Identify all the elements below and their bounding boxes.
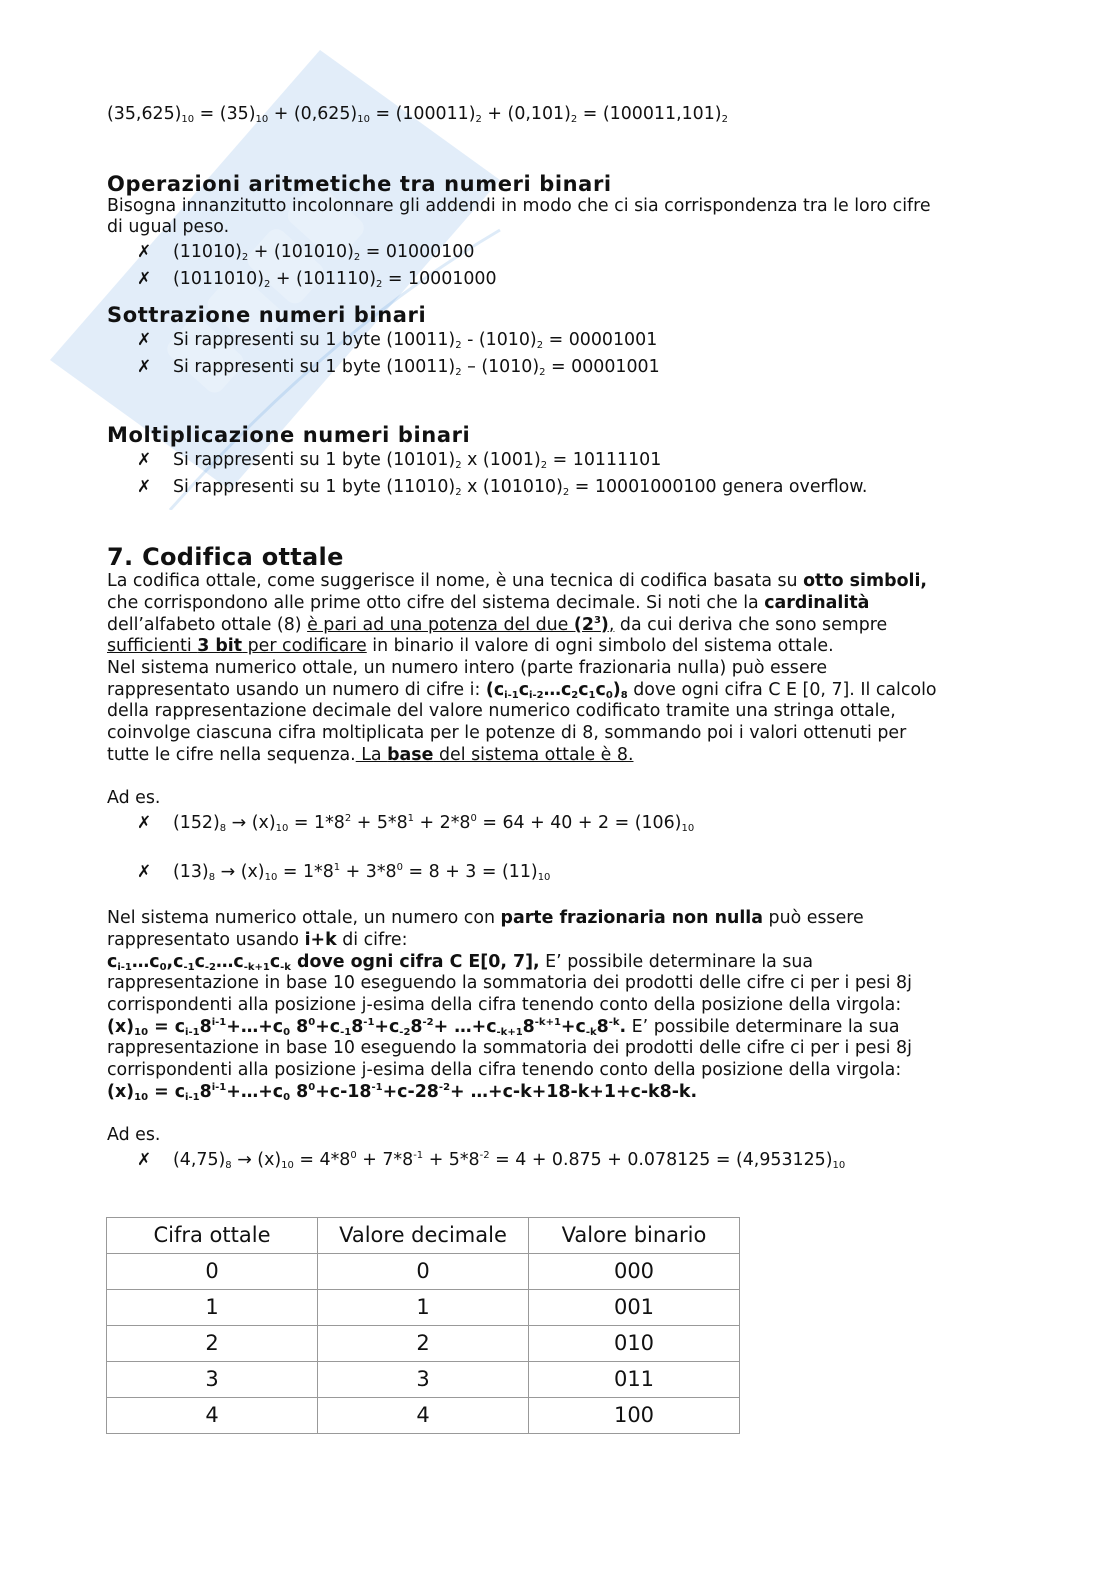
cross-mark-icon: ✗ — [137, 1150, 152, 1171]
sub-list — [107, 327, 1007, 381]
table-row: 0 0 000 — [107, 1254, 740, 1290]
table-header-cell: Valore decimale — [318, 1218, 529, 1254]
examples-list-2 — [107, 1147, 1007, 1174]
table-header-cell: Valore binario — [529, 1218, 740, 1254]
list-item: ✗ $(11010)_2 + (101010)_2 = 01000100$ — [107, 239, 1007, 266]
cross-mark-icon: ✗ — [137, 330, 152, 351]
table-header-cell: Cifra ottale — [107, 1218, 318, 1254]
list-item: ✗ $(13)_8 \to (x)_{10} = 1*8^1 + 3*8^0 = 8 + 3 = (11)_{10}$ — [107, 859, 1007, 886]
table-row: 1 1 001 — [107, 1290, 740, 1326]
cross-mark-icon: ✗ — [137, 450, 152, 471]
ops-list — [107, 239, 1007, 293]
list-item: ✗ Si rappresenti su 1 byte $(10011)_2 - (1010)_2 = 00001001$ — [107, 327, 1007, 354]
heading-moltiplicazione: Moltiplicazione numeri binari — [107, 423, 471, 448]
paragraph-fractional: Nel sistema numerico ottale, un numero con parte frazionaria non nulla può essere rappresentato usando i+k di cifre: $c_{i-1}\dots c_0,c_{-1}c_{-2}\dots c_{-k+1}c_{-k}$ dove ogni cifra C E[0, 7], E’ possibile determinare la sua rappresentazione in base 10 eseguendo la sommatoria dei prodotti delle cifre ci per i pesi 8j corrispondenti alla posizione j-esima della cifra tenendo conto della posizione della virgola: $(x)_{10}$ = $c_{i-1}8^{i-1}+\dots+c_0$ $8^0+c_{-1}8^{-1}+c_{-2}8^{-2}+$ $\dots+c_{-k+1}8^{-k+1}+c_{-k}8^{-k}$. E’ possibile determinare la sua rappresentazione in base 10 eseguendo la sommatoria dei prodotti delle cifre ci per i pesi 8j corrispondenti alla posizione j-esima della cifra tenendo conto della posizione della virgola: $(x)_{10}$ = $c_{i-1}8^{i-1}+\dots+c_0$ $8^0+c-18^{-1}+c-28^{-2}+$ …+c-k+18-k+1+c-k8-k. — [107, 908, 912, 1103]
list-item: ✗ Si rappresenti su 1 byte $(10101)_2$ x $(1001)_2 = 10111101$ — [107, 447, 1007, 474]
ops-line-1: Bisogna innanzitutto incolonnare gli addendi in modo che ci sia corrispondenza tra le loro cifre — [107, 195, 931, 216]
paragraph-integer: Nel sistema numerico ottale, un numero intero (parte frazionaria nulla) può essere rappresentato usando un numero di cifre i: $(c_{i-1}c_{i-2}\dots c_2c_1c_0)_8$ dove ogni cifra C E [0, 7]. Il calcolo della rappresentazione decimale del valore numerico codificato tramite una stringa ottale, coinvolge ciascuna cifra moltiplicata per le potenze di 8, sommando poi i valori ottenuti per tutte le cifre nella sequenza. La base del sistema ottale è 8. — [107, 657, 937, 765]
octal-table — [106, 1217, 740, 1434]
cross-mark-icon: ✗ — [137, 357, 152, 378]
heading-sottrazione: Sottrazione numeri binari — [107, 303, 427, 328]
list-item: ✗ $(1011010)_2 + (101110)_2 = 10001000$ — [107, 266, 1007, 293]
cross-mark-icon: ✗ — [137, 862, 152, 883]
table-row: 4 4 100 — [107, 1398, 740, 1434]
table-row: 2 2 010 — [107, 1326, 740, 1362]
list-item: ✗ Si rappresenti su 1 byte $(11010)_2$ x $(101010)_2 = 10001000100$ genera overflow. — [107, 474, 1007, 501]
equation-top: $(35,625)_{10} = (35)_{10} + (0,625)_{10} = (100011)_2 + (0,101)_2 = (100011,101)_2$ — [107, 104, 728, 125]
document-page — [107, 104, 1007, 1434]
ad-es-label: Ad es. — [107, 1125, 161, 1146]
cross-mark-icon: ✗ — [137, 242, 152, 263]
mul-list — [107, 447, 1007, 501]
cross-mark-icon: ✗ — [137, 477, 152, 498]
table-row: 3 3 011 — [107, 1362, 740, 1398]
examples-list-1 — [107, 810, 1007, 886]
heading-operazioni: Operazioni aritmetiche tra numeri binari — [107, 171, 612, 196]
heading-codifica-ottale: 7. Codifica ottale — [107, 543, 344, 572]
cross-mark-icon: ✗ — [137, 813, 152, 834]
list-item: ✗ $(152)_8 \to (x)_{10} = 1*8^2 + 5*8^1 + 2*8^0 = 64 + 40 + 2 = (106)_{10}$ — [107, 810, 1007, 837]
ad-es-label: Ad es. — [107, 788, 161, 809]
ops-line-2: di ugual peso. — [107, 217, 230, 238]
table-header-row — [107, 1218, 740, 1254]
list-item: ✗ $(4,75)_8 \to (x)_{10} = 4*8^0 + 7*8^{-1} + 5*8^{-2} = 4 + 0.875 + 0.078125 = (4,953125)_{10}$ — [107, 1147, 1007, 1174]
paragraph-intro: La codifica ottale, come suggerisce il nome, è una tecnica di codifica basata su otto simboli, che corrispondono alle prime otto cifre del sistema decimale. Si noti che la cardinalità dell’alfabeto ottale (8) è pari ad una potenza del due $(2^3)$, da cui deriva che sono sempre sufficienti 3 bit per codificare in binario il valore di ogni simbolo del sistema ottale. — [107, 571, 928, 657]
list-item: ✗ Si rappresenti su 1 byte $(10011)_2 - (1010)_2 = 00001001$ — [107, 354, 1007, 381]
cross-mark-icon: ✗ — [137, 269, 152, 290]
